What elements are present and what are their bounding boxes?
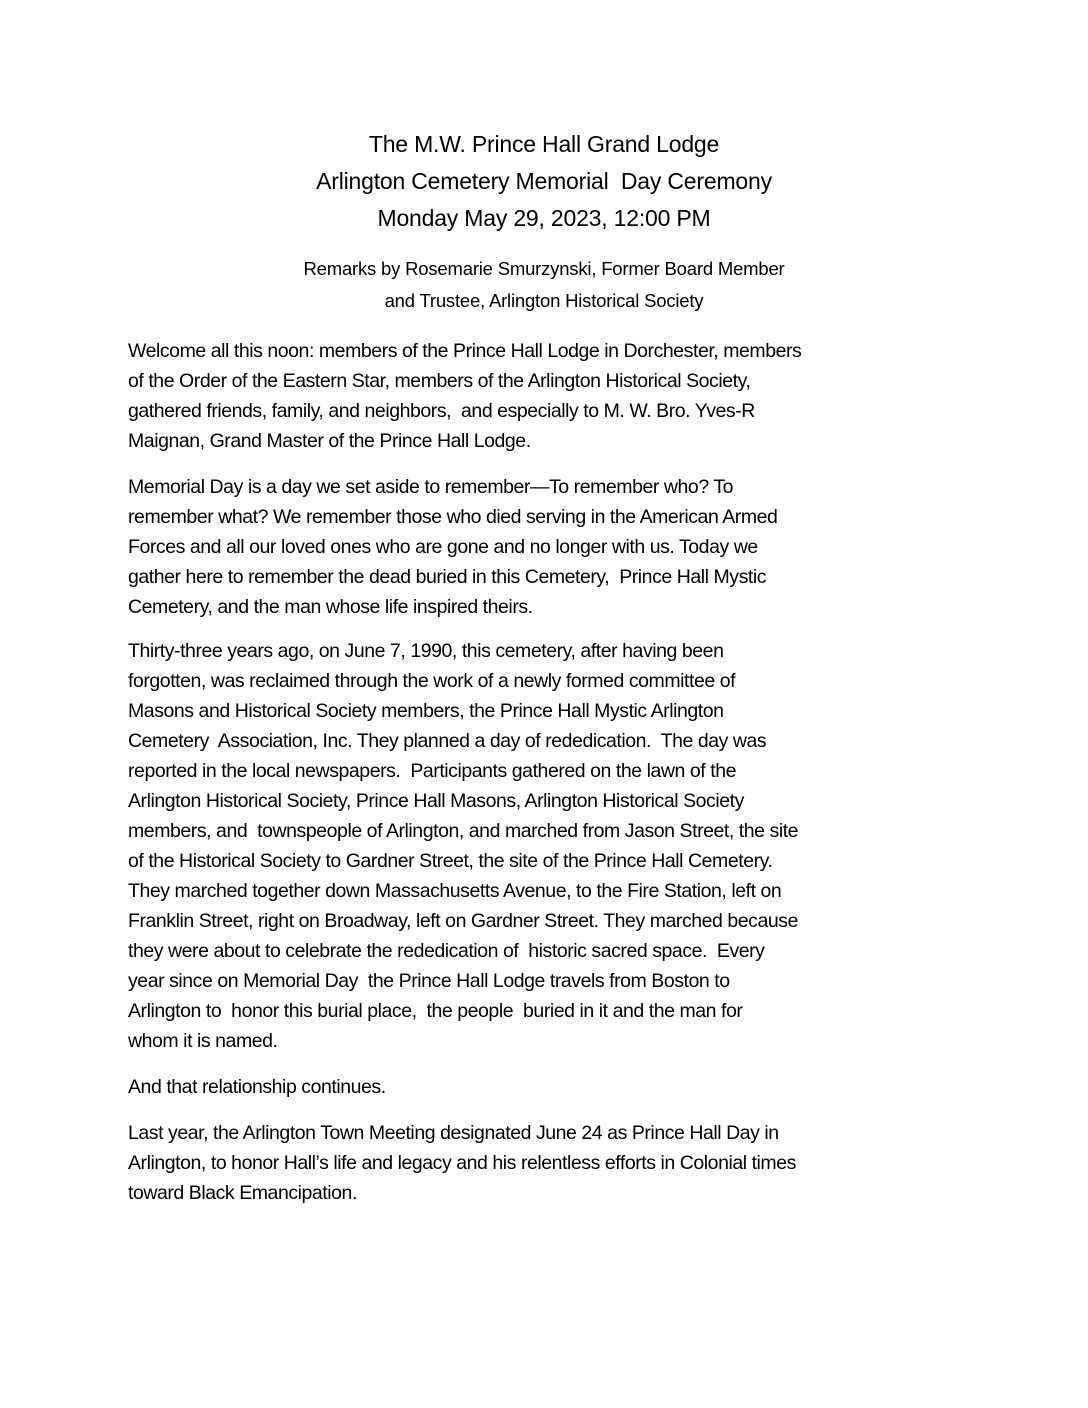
paragraph-line: forgotten, was reclaimed through the work of a newly formed committee of bbox=[128, 670, 736, 692]
byline-line-1: Remarks by Rosemarie Smurzynski, Former Board Member bbox=[303, 258, 785, 279]
paragraph-line: Arlington Historical Society, Prince Hall Masons, Arlington Historical Society bbox=[128, 790, 744, 812]
paragraph-line: Masons and Historical Society members, the Prince Hall Mystic Arlington bbox=[128, 700, 724, 722]
paragraph-line: reported in the local newspapers. Participants gathered on the lawn of the bbox=[128, 760, 736, 782]
paragraph-line: remember what? We remember those who died serving in the American Armed bbox=[128, 506, 778, 528]
paragraph-line: they were about to celebrate the rededication of historic sacred space. Every bbox=[128, 940, 765, 962]
paragraph-line: gathered friends, family, and neighbors, and especially to M. W. Bro. Yves-R bbox=[128, 400, 755, 422]
paragraph-line: of the Order of the Eastern Star, members of the Arlington Historical Society, bbox=[128, 370, 751, 392]
paragraph-line: whom it is named. bbox=[128, 1030, 278, 1052]
paragraph-line: toward Black Emancipation. bbox=[128, 1182, 357, 1204]
byline-line-2: and Trustee, Arlington Historical Society bbox=[384, 290, 704, 311]
paragraph-line: Franklin Street, right on Broadway, left on Gardner Street. They marched because bbox=[128, 910, 798, 932]
title-line-lodge: The M.W. Prince Hall Grand Lodge bbox=[368, 131, 720, 157]
paragraph-line: Thirty-three years ago, on June 7, 1990, this cemetery, after having been bbox=[128, 640, 724, 662]
paragraph-line: Arlington to honor this burial place, the people buried in it and the man for bbox=[128, 1000, 743, 1022]
paragraph-line: They marched together down Massachusetts Avenue, to the Fire Station, left on bbox=[128, 880, 782, 902]
paragraph-line: Memorial Day is a day we set aside to remember—To remember who? To bbox=[128, 476, 734, 498]
paragraph-line: gather here to remember the dead buried in this Cemetery, Prince Hall Mystic bbox=[128, 566, 767, 588]
paragraph-line: Arlington, to honor Hall’s life and legacy and his relentless efforts in Colonial times bbox=[128, 1152, 796, 1174]
paragraph-line: year since on Memorial Day the Prince Hall Lodge travels from Boston to bbox=[128, 970, 730, 992]
paragraph-line: members, and townspeople of Arlington, and marched from Jason Street, the site bbox=[128, 820, 799, 842]
title-line-date: Monday May 29, 2023, 12:00 PM bbox=[377, 205, 711, 231]
title-line-ceremony: Arlington Cemetery Memorial Day Ceremony bbox=[316, 168, 772, 194]
paragraph-line: Maignan, Grand Master of the Prince Hall Lodge. bbox=[128, 430, 531, 452]
paragraph-line: Cemetery, and the man whose life inspired theirs. bbox=[128, 596, 533, 618]
paragraph-line: And that relationship continues. bbox=[128, 1076, 386, 1098]
paragraph-line: Welcome all this noon: members of the Prince Hall Lodge in Dorchester, members bbox=[128, 340, 802, 362]
paragraph-line: Cemetery Association, Inc. They planned a day of rededication. The day was bbox=[128, 730, 767, 752]
paragraph-line: of the Historical Society to Gardner Street, the site of the Prince Hall Cemetery. bbox=[128, 850, 773, 872]
paragraph-line: Forces and all our loved ones who are gone and no longer with us. Today we bbox=[128, 536, 758, 558]
paragraph-line: Last year, the Arlington Town Meeting designated June 24 as Prince Hall Day in bbox=[128, 1122, 779, 1144]
